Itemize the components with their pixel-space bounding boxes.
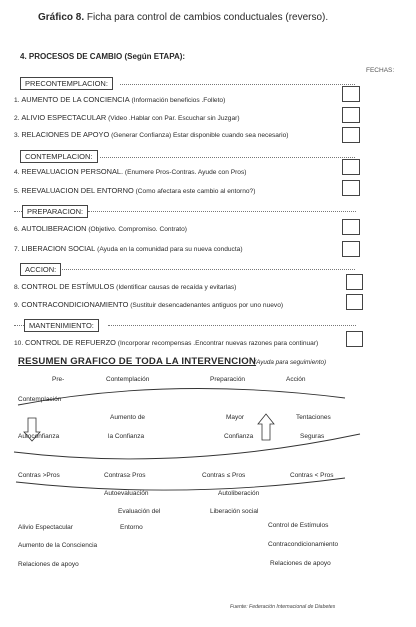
summary-label: Autoconfianza <box>18 433 60 440</box>
summary-label: Evaluación del <box>118 508 161 515</box>
process-item: 5. REEVALUACION DEL ENTORNO (Como afectara este cambio al entorno?) <box>14 186 256 195</box>
balance-label: Contras≥ Pros <box>104 472 146 479</box>
process-item: 7. LIBERACION SOCIAL (Ayuda en la comunidad para su nueva conducta) <box>14 244 243 253</box>
section-heading: 4. PROCESOS DE CAMBIO (Según ETAPA): <box>20 52 186 61</box>
process-item: 6. AUTOLIBERACION (Objetivo. Compromiso. Contrato) <box>14 224 187 233</box>
process-right: Contracondicionamiento <box>268 541 339 548</box>
dates-label: FECHAS: <box>366 67 395 74</box>
stage-label: Preparación <box>210 376 246 383</box>
process-item: 4. REEVALUACION PERSONAL. (Enumere Pros-Contras. Ayude con Pros) <box>14 167 247 176</box>
balance-label: Contras ≤ Pros <box>202 472 246 479</box>
summary-label: Seguras <box>300 433 325 440</box>
stage-label: Contemplación <box>18 396 62 403</box>
source-note: Fuente: Federación Internacional de Diabetes <box>230 604 336 610</box>
process-item: 9. CONTRACONDICIONAMIENTO (Sustituir desencadenantes antiguos por uno nuevo) <box>14 300 284 309</box>
figure-title: Gráfico 8. Ficha para control de cambios conductuales (reverso). <box>38 12 329 23</box>
process-left: Alivio Espectacular <box>18 524 73 531</box>
process-item: 3. RELACIONES DE APOYO (Generar Confianza) Estar disponible cuando sea necesario) <box>14 130 289 139</box>
summary-label: Autoliberación <box>218 490 260 497</box>
stage-label: Contemplación <box>106 376 150 383</box>
summary-label: Tentaciones <box>296 414 331 421</box>
balance-label: Contras < Pros <box>290 472 334 479</box>
summary-subheading: (Ayuda para seguimiento) <box>254 359 327 366</box>
process-item: 2. ALIVIO ESPECTACULAR (Video .Hablar con Par. Escuchar sin Juzgar) <box>14 113 240 122</box>
summary-label: Liberación social <box>210 508 259 515</box>
stage-preparacion: PREPARACION: <box>22 205 88 218</box>
process-item: 1. AUMENTO DE LA CONCIENCIA (Información beneficios .Folleto) <box>14 95 226 104</box>
process-item: 10. CONTROL DE REFUERZO (Incorporar recompensas .Encontrar nuevas razones para continuar) <box>14 338 319 347</box>
stage-label: Pre- <box>52 376 65 383</box>
balance-label: Contras >Pros <box>18 472 60 479</box>
summary-label: Entorno <box>120 524 143 531</box>
process-left: Aumento de la Consciencia <box>18 542 98 549</box>
process-item: 8. CONTROL DE ESTÍMULOS (Identificar causas de recaída y evitarlas) <box>14 282 237 291</box>
stage-contemplacion: CONTEMPLACION: <box>20 150 98 163</box>
summary-label: la Confianza <box>108 433 145 440</box>
summary-label: Aumento de <box>110 414 146 421</box>
process-right: Control de Estímulos <box>268 522 329 529</box>
process-right: Relaciones de apoyo <box>270 560 331 567</box>
summary-label: Mayor <box>226 414 245 421</box>
stage-label: Acción <box>286 376 306 383</box>
summary-heading: RESUMEN GRAFICO DE TODA LA INTERVENCION <box>18 356 257 367</box>
summary-label: Confianza <box>224 433 254 440</box>
stage-mantenimiento: MANTENIMIENTO: <box>24 319 99 332</box>
stage-accion: ACCION: <box>20 263 61 276</box>
process-left: Relaciones de apoyo <box>18 561 79 568</box>
summary-label: Autoevaluación <box>104 490 149 497</box>
stage-precontemplacion: PRECONTEMPLACION: <box>20 77 113 90</box>
